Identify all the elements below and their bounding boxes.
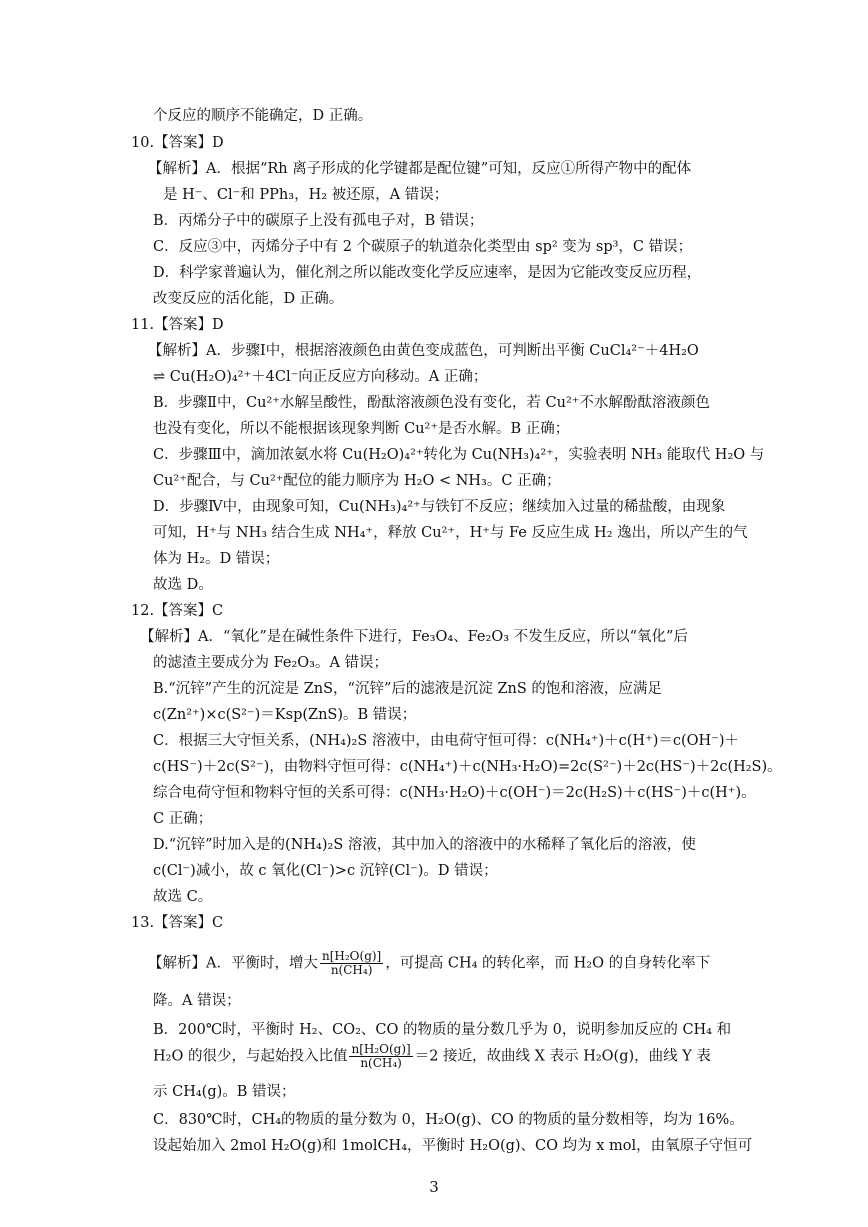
fraction-a-denominator: n(CH₄) <box>330 963 373 977</box>
text-line: B.“沉锌”产生的沉淀是 ZnS，“沉锌”后的滤液是沉淀 ZnS 的饱和溶液，应满足 <box>153 681 662 697</box>
text-line: 故选 C。 <box>153 889 213 905</box>
text-line: 设起始加入 2mol H₂O(g)和 1molCH₄，平衡时 H₂O(g)、CO 均为 x mol，由氧原子守恒可 <box>153 1138 753 1154</box>
text-line: 也没有变化，所以不能根据该现象判断 Cu²⁺是否水解。B 正确； <box>153 421 570 437</box>
text-line: 综合电荷守恒和物料守恒的关系可得：c(NH₃·H₂O)＋c(OH⁻)＝2c(H₂S)＋c(HS⁻)＋c(H⁺)。 <box>153 785 756 801</box>
text-line: 11.【答案】D <box>131 317 224 333</box>
text-line: 示 CH₄(g)。B 错误； <box>153 1084 296 1100</box>
text-line: 降。A 错误； <box>153 993 241 1009</box>
text-line: 体为 H₂。D 错误； <box>153 551 280 567</box>
fraction-line-a-pre: 【解析】A．平衡时，增大 <box>148 955 318 972</box>
text-line: 【解析】A．步骤Ⅰ中，根据溶液颜色由黄色变成蓝色，可判断出平衡 CuCl₄²⁻＋4H₂O <box>148 343 699 359</box>
text-line: 【解析】A．根据“Rh 离子形成的化学键都是配位键”可知，反应①所得产物中的配体 <box>148 161 692 177</box>
fraction-a-numerator: n[H₂O(g)] <box>321 949 382 963</box>
text-line: 的滤渣主要成分为 Fe₂O₃。A 错误； <box>153 655 389 671</box>
text-line: 12.【答案】C <box>131 603 224 619</box>
fraction-b <box>349 1043 412 1070</box>
text-line: C 正确； <box>153 811 213 827</box>
text-line: C．根据三大守恒关系，(NH₄)₂S 溶液中，由电荷守恒可得：c(NH₄⁺)＋c(H⁺)＝c(OH⁻)＋ <box>153 733 739 749</box>
text-line: Cu²⁺配合，与 Cu²⁺配位的能力顺序为 H₂O < NH₃。C 正确； <box>153 473 561 489</box>
page-number: 3 <box>429 1178 439 1196</box>
text-line: 10.【答案】D <box>131 135 224 151</box>
text-line: D.“沉锌”时加入是的(NH₄)₂S 溶液，其中加入的溶液中的水稀释了氧化后的溶液，使 <box>153 837 696 853</box>
fraction-b-numerator: n[H₂O(g)] <box>351 1042 411 1056</box>
text-line: B．步骤Ⅱ中，Cu²⁺水解呈酸性，酚酞溶液颜色没有变化，若 Cu²⁺不水解酚酞溶液颜色 <box>153 395 710 411</box>
fraction-a <box>320 950 383 977</box>
text-line: 13.【答案】C <box>131 915 224 931</box>
text-line: B．200℃时，平衡时 H₂、CO₂、CO 的物质的量分数几乎为 0，说明参加反应的 CH₄ 和 <box>153 1022 732 1038</box>
text-line: 个反应的顺序不能确定，D 正确。 <box>153 108 373 124</box>
fraction-line-b <box>153 1043 711 1070</box>
text-line: B．丙烯分子中的碳原子上没有孤电子对，B 错误； <box>153 213 484 229</box>
text-line: 可知，H⁺与 NH₃ 结合生成 NH₄⁺，释放 Cu²⁺，H⁺与 Fe 反应生成 H₂ 逸出，所以产生的气 <box>153 525 748 541</box>
text-line: 是 H⁻、Cl⁻和 PPh₃，H₂ 被还原，A 错误； <box>163 187 449 203</box>
fraction-line-b-post: ＝2 接近，故曲线 X 表示 H₂O(g)，曲线 Y 表 <box>414 1048 711 1065</box>
text-line: D．科学家普遍认为，催化剂之所以能改变化学反应速率，是因为它能改变反应历程， <box>153 265 702 281</box>
text-line: C．步骤Ⅲ中，滴加浓氨水将 Cu(H₂O)₄²⁺转化为 Cu(NH₃)₄²⁺，实验表明 NH₃ 能取代 H₂O 与 <box>153 447 765 463</box>
text-line: 故选 D。 <box>153 577 213 593</box>
text-line: D．步骤Ⅳ中，由现象可知，Cu(NH₃)₄²⁺与铁钉不反应；继续加入过量的稀盐酸，由现象 <box>153 499 726 515</box>
text-line: c(Zn²⁺)×c(S²⁻)＝Ksp(ZnS)。B 错误； <box>153 707 417 723</box>
fraction-line-b-pre: H₂O 的很少，与起始投入比值 <box>153 1048 348 1065</box>
text-line: ⇌ Cu(H₂O)₄²⁺＋4Cl⁻向正反应方向移动。A 正确； <box>153 369 488 385</box>
fraction-line-a-post: ，可提高 CH₄ 的转化率，而 H₂O 的自身转化率下 <box>385 955 711 972</box>
fraction-line-a <box>148 950 710 977</box>
fraction-b-denominator: n(CH₄) <box>360 1056 402 1070</box>
text-line: C．反应③中，丙烯分子中有 2 个碳原子的轨道杂化类型由 sp² 变为 sp³，C 错误； <box>153 239 693 255</box>
text-line: c(HS⁻)＋2c(S²⁻)，由物料守恒可得：c(NH₄⁺)＋c(NH₃·H₂O)=2c(S²⁻)＋2c(HS⁻)＋2c(H₂S)。 <box>153 759 782 775</box>
text-line: 改变反应的活化能，D 正确。 <box>153 291 344 307</box>
text-line: 【解析】A．“氧化”是在碱性条件下进行，Fe₃O₄、Fe₂O₃ 不发生反应，所以“氧化”后 <box>140 629 688 645</box>
text-line: c(Cl⁻)减小，故 c 氧化(Cl⁻)>c 沉锌(Cl⁻)。D 错误； <box>153 863 498 879</box>
text-line: C．830℃时，CH₄的物质的量分数为 0，H₂O(g)、CO 的物质的量分数相等，均为 16%。 <box>153 1112 744 1128</box>
